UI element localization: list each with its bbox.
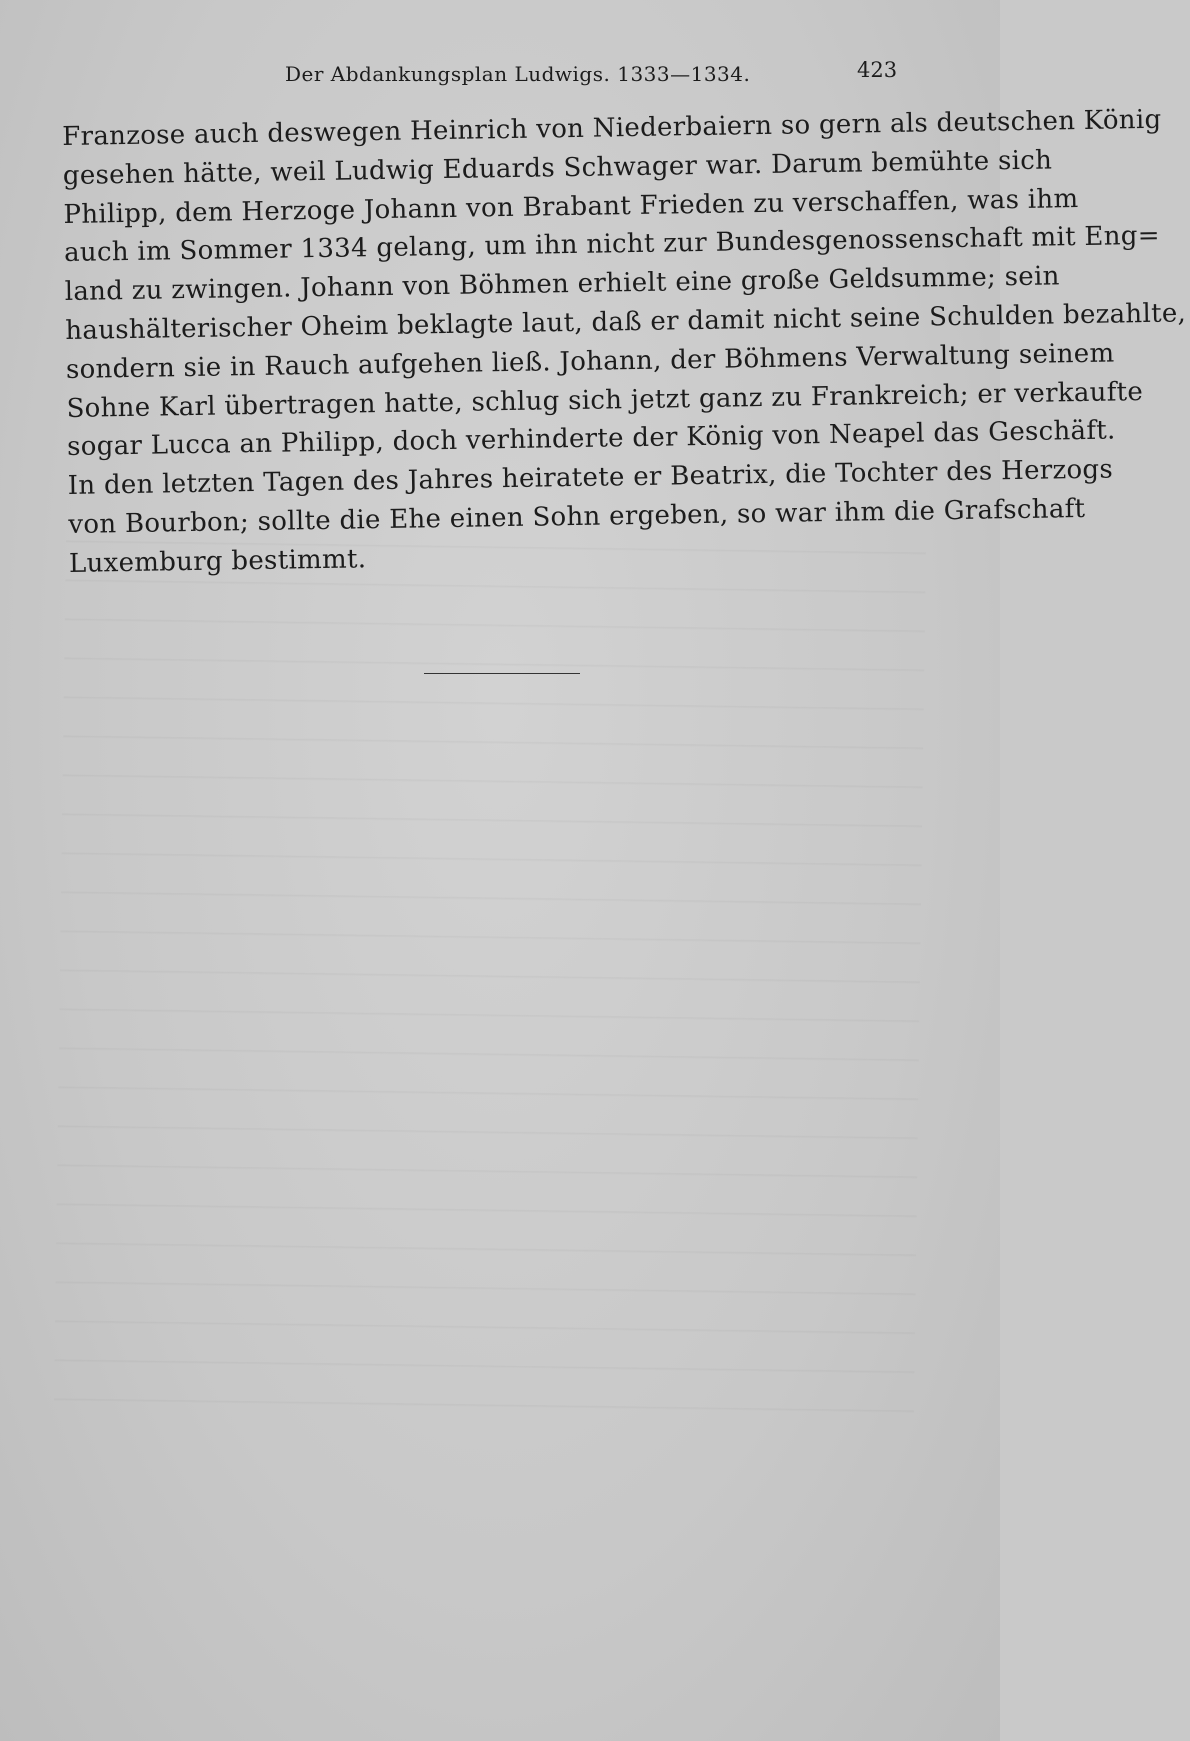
text-line: In den letzten Tagen des Jahres heiratete er Beatrix, die Tochter des Herzogs bbox=[67, 454, 1114, 502]
show-through-texture bbox=[54, 514, 926, 1426]
section-separator-rule bbox=[424, 673, 580, 674]
text-line: haushälterischer Oheim beklagte laut, daß er damit nicht seine Schulden bezahlte, bbox=[65, 298, 1187, 346]
text-line: Luxemburg bestimmt. bbox=[68, 544, 367, 579]
page-number: 423 bbox=[857, 58, 898, 82]
text-line: von Bourbon; sollte die Ehe einen Sohn ergeben, so war ihm die Grafschaft bbox=[68, 493, 1086, 540]
text-line: land zu zwingen. Johann von Böhmen erhielt eine große Geldsumme; sein bbox=[64, 261, 1060, 308]
text-line: Philipp, dem Herzoge Johann von Brabant Frieden zu verschaffen, was ihm bbox=[63, 183, 1079, 230]
running-title: Der Abdankungsplan Ludwigs. 1333—1334. bbox=[285, 62, 751, 86]
text-line: Sohne Karl übertragen hatte, schlug sich jetzt ganz zu Frankreich; er verkaufte bbox=[66, 376, 1144, 424]
text-line: sogar Lucca an Philipp, doch verhinderte der König von Neapel das Geschäft. bbox=[66, 415, 1116, 463]
text-line: sondern sie in Rauch aufgehen ließ. Johann, der Böhmens Verwaltung seinem bbox=[65, 338, 1115, 385]
page-header bbox=[0, 58, 1000, 92]
body-paragraph bbox=[62, 104, 1187, 584]
text-line: Franzose auch deswegen Heinrich von Niederbaiern so gern als deutschen König bbox=[62, 104, 1162, 152]
text-line: gesehen hätte, weil Ludwig Eduards Schwager war. Darum bemühte sich bbox=[62, 145, 1053, 191]
text-line: auch im Sommer 1334 gelang, um ihn nicht zur Bundesgenossenschaft mit Eng= bbox=[63, 221, 1161, 269]
